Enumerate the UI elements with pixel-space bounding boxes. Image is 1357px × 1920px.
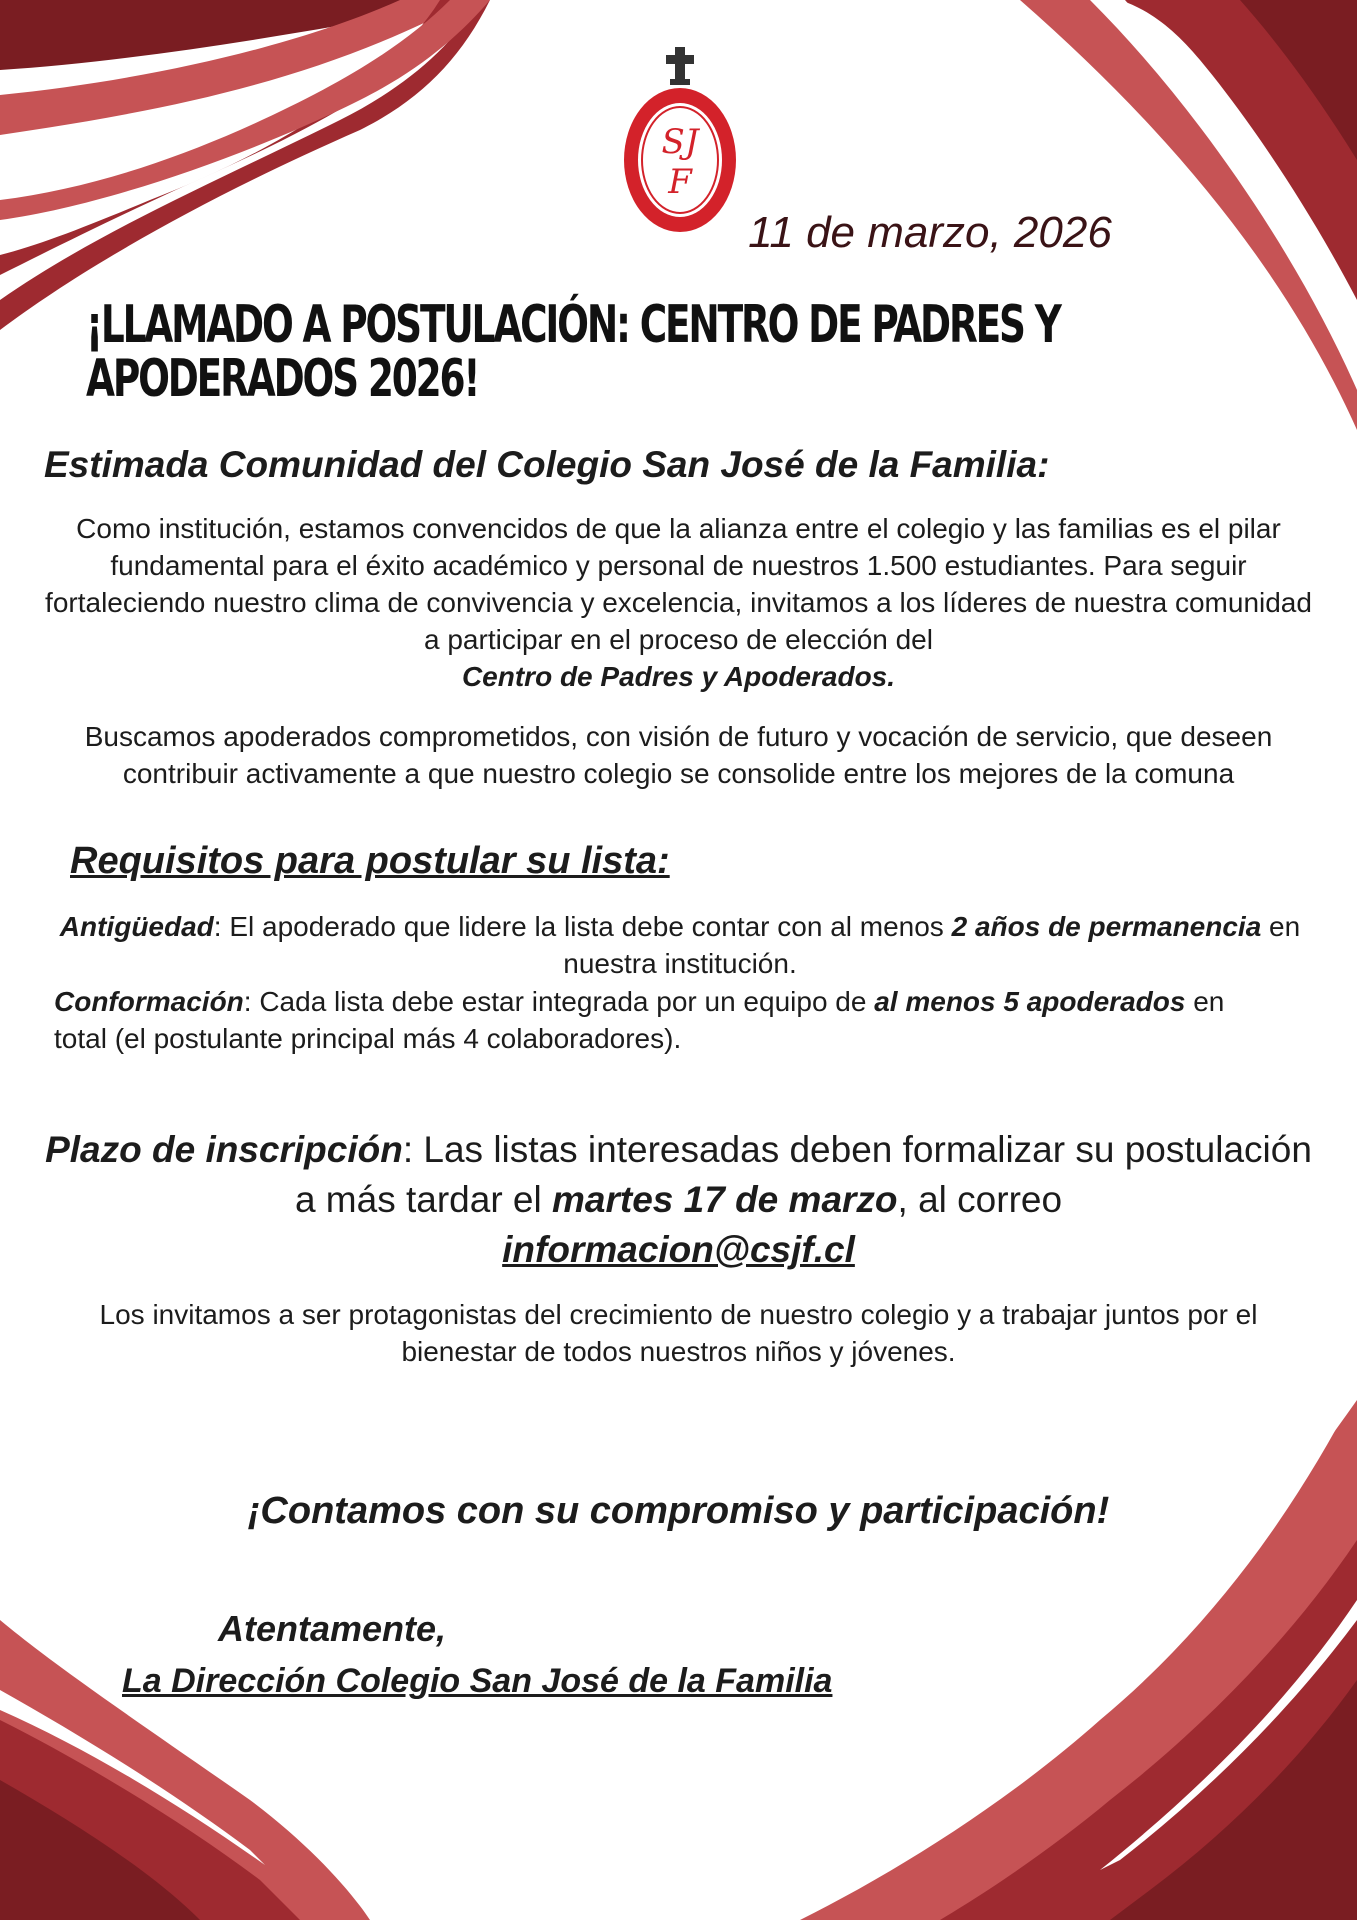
deadline-text: : Las listas interesadas deben formalizar su postulación a más tardar el bbox=[294, 1129, 1312, 1220]
closing: Atentamente, bbox=[218, 1608, 447, 1649]
page-title: ¡LLAMADO A POSTULACIÓN: CENTRO DE PADRES Y APODERADOS 2026! bbox=[86, 295, 1060, 409]
deadline-date: martes 17 de marzo bbox=[552, 1179, 898, 1220]
requirement-conformacion-text: : Cada lista debe estar integrada por un equipo de bbox=[243, 986, 875, 1017]
school-crest-icon bbox=[622, 45, 738, 235]
signature: La Dirección Colegio San José de la Familia bbox=[122, 1662, 833, 1700]
intro-paragraph bbox=[40, 510, 1317, 695]
requirement-antiguedad-text: : El apoderado que lidere la lista debe contar con al menos bbox=[213, 911, 952, 942]
intro-text: Como institución, estamos convencidos de que la alianza entre el colegio y las familias es el pilar fundamental para el éxito académico y personal de nuestros 1.500 estudiantes. Para seguir fortaleciendo nuestro clima de convivencia y excelencia, invitamos a los líderes de nuestra comunidad a participar en el proceso de elección del bbox=[45, 513, 1312, 655]
email-link[interactable]: informacion@csjf.cl bbox=[502, 1229, 855, 1270]
search-paragraph: Buscamos apoderados comprometidos, con visión de futuro y vocación de servicio, que deseen contribuir activamente a que nuestro colegio se consolide entre los mejores de la comuna bbox=[84, 721, 1273, 789]
call-to-action: ¡Contamos con su compromiso y participación! bbox=[247, 1490, 1110, 1532]
invitation-paragraph: Los invitamos a ser protagonistas del crecimiento de nuestro colegio y a trabajar juntos por el bienestar de todos nuestros niños y jóvenes. bbox=[99, 1299, 1258, 1367]
requirement-conformacion-label: Conformación bbox=[54, 986, 244, 1017]
greeting: Estimada Comunidad del Colegio San José de la Familia: bbox=[44, 444, 1050, 485]
deadline-paragraph bbox=[40, 1125, 1317, 1275]
requirement-conformacion-bold: al menos 5 apoderados bbox=[874, 986, 1186, 1017]
requirement-conformacion bbox=[54, 983, 1254, 1057]
intro-emphasis: Centro de Padres y Apoderados. bbox=[461, 661, 896, 692]
svg-text:SJ: SJ bbox=[661, 122, 699, 162]
document-date: 11 de marzo, 2026 bbox=[748, 208, 1112, 257]
requirement-conformacion-text-after: en total (el postulante principal más 4 colaboradores). bbox=[54, 986, 1225, 1054]
requirements-heading: Requisitos para postular su lista: bbox=[70, 840, 670, 882]
requirement-antiguedad-bold: 2 años de permanencia bbox=[951, 911, 1262, 942]
svg-text:F: F bbox=[668, 162, 692, 202]
requirement-antiguedad bbox=[50, 908, 1310, 982]
requirement-antiguedad-label: Antigüedad bbox=[59, 911, 214, 942]
deadline-label: Plazo de inscripción bbox=[45, 1129, 403, 1170]
deadline-text-after: , al correo bbox=[897, 1179, 1063, 1220]
requirement-antiguedad-text-after: en nuestra institución. bbox=[563, 911, 1301, 979]
